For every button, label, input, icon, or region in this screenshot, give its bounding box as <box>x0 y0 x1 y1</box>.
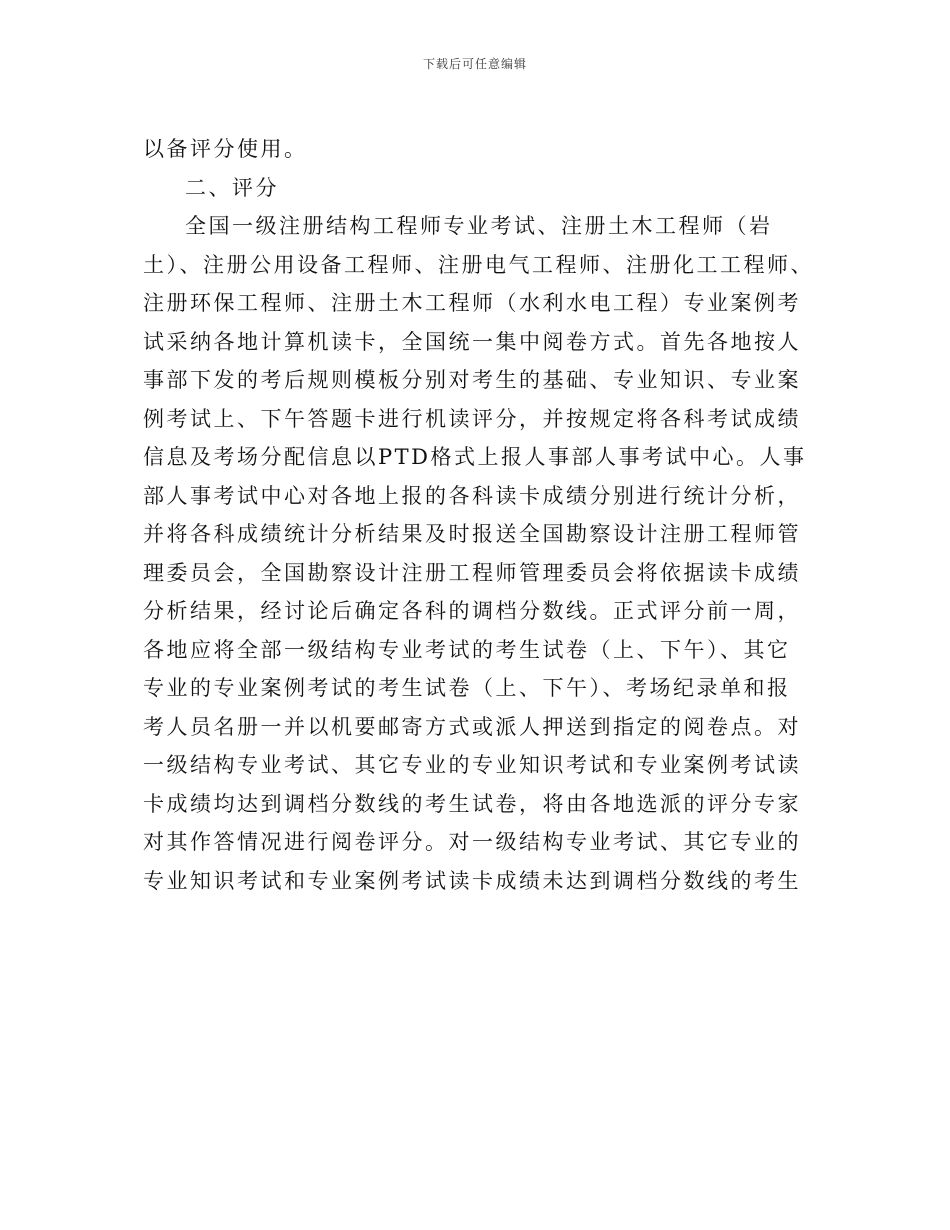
paragraph-line: 试采纳各地计算机读卡，全国统一集中阅卷方式。首先各地按人 <box>143 329 801 354</box>
paragraph-line: 土）、注册公用设备工程师、注册电气工程师、注册化工工程师、 <box>143 252 814 277</box>
paragraph-line: 卡成绩均达到调档分数线的考生试卷，将由各地选派的评分专家 <box>143 791 801 816</box>
paragraph-line: 分析结果，经讨论后确定各科的调档分数线。正式评分前一周， <box>143 599 801 623</box>
section-heading: 二、评分 <box>185 175 279 200</box>
paragraph-line: 专业知识考试和专业案例考试读卡成绩未达到调档分数线的考生 <box>143 868 801 893</box>
paragraph-line: 注册环保工程师、注册土木工程师（水利水电工程）专业案例考 <box>143 291 801 315</box>
paragraph-line: 考人员名册一并以机要邮寄方式或派人押送到指定的阅卷点。对 <box>143 714 801 739</box>
paragraph-line: 各地应将全部一级结构专业考试的考生试卷（上、下午）、其它 <box>143 637 791 662</box>
paragraph-line: 事部下发的考后规则模板分别对考生的基础、专业知识、专业案 <box>143 368 801 392</box>
paragraph-line: 以备评分使用。 <box>143 137 308 161</box>
paragraph-line: 专业的专业案例考试的考生试卷（上、下午）、考场纪录单和报 <box>143 676 791 700</box>
paragraph-line: 例考试上、下午答题卡进行机读评分，并按规定将各科考试成绩 <box>143 406 801 431</box>
paragraph-line: 信息及考场分配信息以PTD格式上报人事部人事考试中心。人事 <box>143 445 807 469</box>
page-header: 下载后可任意编辑 <box>422 57 527 71</box>
paragraph-line: 理委员会，全国勘察设计注册工程师管理委员会将依据读卡成绩 <box>143 560 801 585</box>
paragraph-line: 对其作答情况进行阅卷评分。对一级结构专业考试、其它专业的 <box>143 830 801 854</box>
paragraph-line: 部人事考试中心对各地上报的各科读卡成绩分别进行统计分析， <box>143 483 801 508</box>
paragraph-line: 一级结构专业考试、其它专业的专业知识考试和专业案例考试读 <box>143 753 801 777</box>
paragraph-line: 并将各科成绩统计分析结果及时报送全国勘察设计注册工程师管 <box>143 522 801 546</box>
paragraph-line: 全国一级注册结构工程师专业考试、注册土木工程师（岩 <box>185 214 773 238</box>
document-body <box>143 130 813 900</box>
